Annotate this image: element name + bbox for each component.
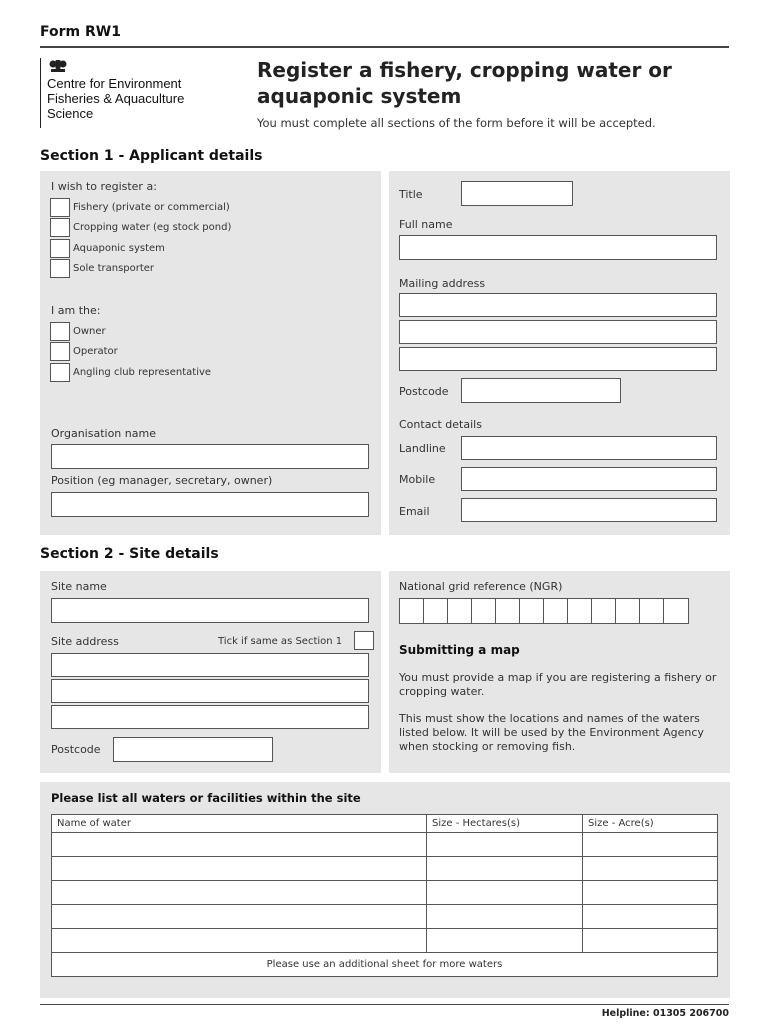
acres-cell[interactable] xyxy=(583,929,718,953)
col-name-of-water: Name of water xyxy=(52,815,427,833)
contact-details-label: Contact details xyxy=(399,418,482,431)
register-option-transporter[interactable]: Sole transporter xyxy=(50,259,231,279)
map-paragraph-1: You must provide a map if you are registering a fishery or cropping water. xyxy=(399,671,717,698)
checkbox[interactable] xyxy=(50,259,70,278)
org-name-label: Organisation name xyxy=(51,427,156,440)
register-label: I wish to register a: xyxy=(51,180,157,193)
table-note-row xyxy=(52,953,718,977)
helpline-text: Helpline: 01305 206700 xyxy=(601,1008,729,1019)
postcode-input[interactable] xyxy=(461,378,621,403)
section1-left-panel xyxy=(40,171,381,535)
section2-heading: Section 2 - Site details xyxy=(40,546,219,562)
email-label: Email xyxy=(399,505,430,518)
acres-cell[interactable] xyxy=(583,905,718,929)
postcode-label: Postcode xyxy=(399,385,449,398)
logo-line-2: Fisheries & Aquaculture xyxy=(47,91,185,106)
landline-input[interactable] xyxy=(461,436,717,460)
role-option-angling[interactable]: Angling club representative xyxy=(50,362,211,382)
mobile-input[interactable] xyxy=(461,467,717,491)
register-options xyxy=(50,197,231,279)
site-postcode-label: Postcode xyxy=(51,743,101,756)
waters-heading: Please list all waters or facilities within the site xyxy=(51,791,361,805)
hectares-cell[interactable] xyxy=(427,833,583,857)
hectares-cell[interactable] xyxy=(427,905,583,929)
table-row xyxy=(52,881,718,905)
page-subtitle: You must complete all sections of the form before it will be accepted. xyxy=(257,116,656,130)
hectares-cell[interactable] xyxy=(427,881,583,905)
role-label: I am the: xyxy=(51,304,101,317)
landline-label: Landline xyxy=(399,442,446,455)
section2-left-panel xyxy=(40,571,381,773)
org-name-input[interactable] xyxy=(51,444,369,469)
col-acres: Size - Acre(s) xyxy=(583,815,718,833)
water-name-cell[interactable] xyxy=(52,929,427,953)
form-id: Form RW1 xyxy=(40,24,121,40)
hectares-cell[interactable] xyxy=(427,929,583,953)
map-heading: Submitting a map xyxy=(399,643,520,657)
role-option-owner[interactable]: Owner xyxy=(50,321,211,341)
page-title: Register a fishery, cropping water or aquaponic system xyxy=(257,58,672,108)
tick-same-label: Tick if same as Section 1 xyxy=(218,636,343,647)
mailing-address-line-2[interactable] xyxy=(399,320,717,344)
checkbox[interactable] xyxy=(50,239,70,258)
register-option-fishery[interactable]: Fishery (private or commercial) xyxy=(50,197,231,217)
section2-right-panel xyxy=(389,571,730,773)
mailing-address-label: Mailing address xyxy=(399,277,486,290)
acres-cell[interactable] xyxy=(583,857,718,881)
site-name-label: Site name xyxy=(51,580,107,593)
hectares-cell[interactable] xyxy=(427,857,583,881)
mailing-address-line-1[interactable] xyxy=(399,293,717,317)
ngr-input-boxes[interactable] xyxy=(399,598,689,624)
water-name-cell[interactable] xyxy=(52,905,427,929)
table-row xyxy=(52,929,718,953)
checkbox[interactable] xyxy=(50,363,70,382)
site-address-label: Site address xyxy=(51,635,119,648)
logo-line-1: Centre for Environment xyxy=(47,76,182,91)
site-address-line-1[interactable] xyxy=(51,653,369,677)
footer-rule xyxy=(40,1004,729,1005)
table-row xyxy=(52,857,718,881)
logo-line-3: Science xyxy=(47,106,94,121)
register-option-cropping[interactable]: Cropping water (eg stock pond) xyxy=(50,218,231,238)
ngr-label: National grid reference (NGR) xyxy=(399,580,563,593)
checkbox[interactable] xyxy=(50,342,70,361)
same-as-section1-checkbox[interactable] xyxy=(354,631,374,650)
checkbox[interactable] xyxy=(50,322,70,341)
section1-right-panel xyxy=(389,171,730,535)
header-rule xyxy=(40,46,729,48)
checkbox[interactable] xyxy=(50,218,70,237)
mobile-label: Mobile xyxy=(399,473,436,486)
table-header-row xyxy=(52,815,718,833)
waters-table xyxy=(51,814,718,977)
title-label: Title xyxy=(399,188,423,201)
acres-cell[interactable] xyxy=(583,881,718,905)
position-label: Position (eg manager, secretary, owner) xyxy=(51,474,273,487)
site-address-line-2[interactable] xyxy=(51,679,369,703)
role-option-operator[interactable]: Operator xyxy=(50,342,211,362)
title-input[interactable] xyxy=(461,181,573,206)
col-hectares: Size - Hectares(s) xyxy=(427,815,583,833)
water-name-cell[interactable] xyxy=(52,833,427,857)
full-name-label: Full name xyxy=(399,218,453,231)
site-address-line-3[interactable] xyxy=(51,705,369,729)
site-postcode-input[interactable] xyxy=(113,737,273,762)
site-name-input[interactable] xyxy=(51,598,369,623)
email-input[interactable] xyxy=(461,498,717,522)
section1-heading: Section 1 - Applicant details xyxy=(40,148,263,164)
map-paragraph-2: This must show the locations and names of the waters listed below. It will be used by the Environment Agency when stocking or removing fish. xyxy=(399,712,704,753)
table-row xyxy=(52,905,718,929)
checkbox[interactable] xyxy=(50,198,70,217)
register-option-aquaponic[interactable]: Aquaponic system xyxy=(50,238,231,258)
additional-sheet-note: Please use an additional sheet for more waters xyxy=(52,953,718,977)
water-name-cell[interactable] xyxy=(52,881,427,905)
position-input[interactable] xyxy=(51,492,369,517)
acres-cell[interactable] xyxy=(583,833,718,857)
role-options xyxy=(50,321,211,383)
cefas-logo xyxy=(40,58,240,128)
table-row xyxy=(52,833,718,857)
mailing-address-line-3[interactable] xyxy=(399,347,717,371)
royal-crest-icon xyxy=(47,58,240,76)
full-name-input[interactable] xyxy=(399,235,717,260)
water-name-cell[interactable] xyxy=(52,857,427,881)
waters-panel xyxy=(40,782,730,998)
